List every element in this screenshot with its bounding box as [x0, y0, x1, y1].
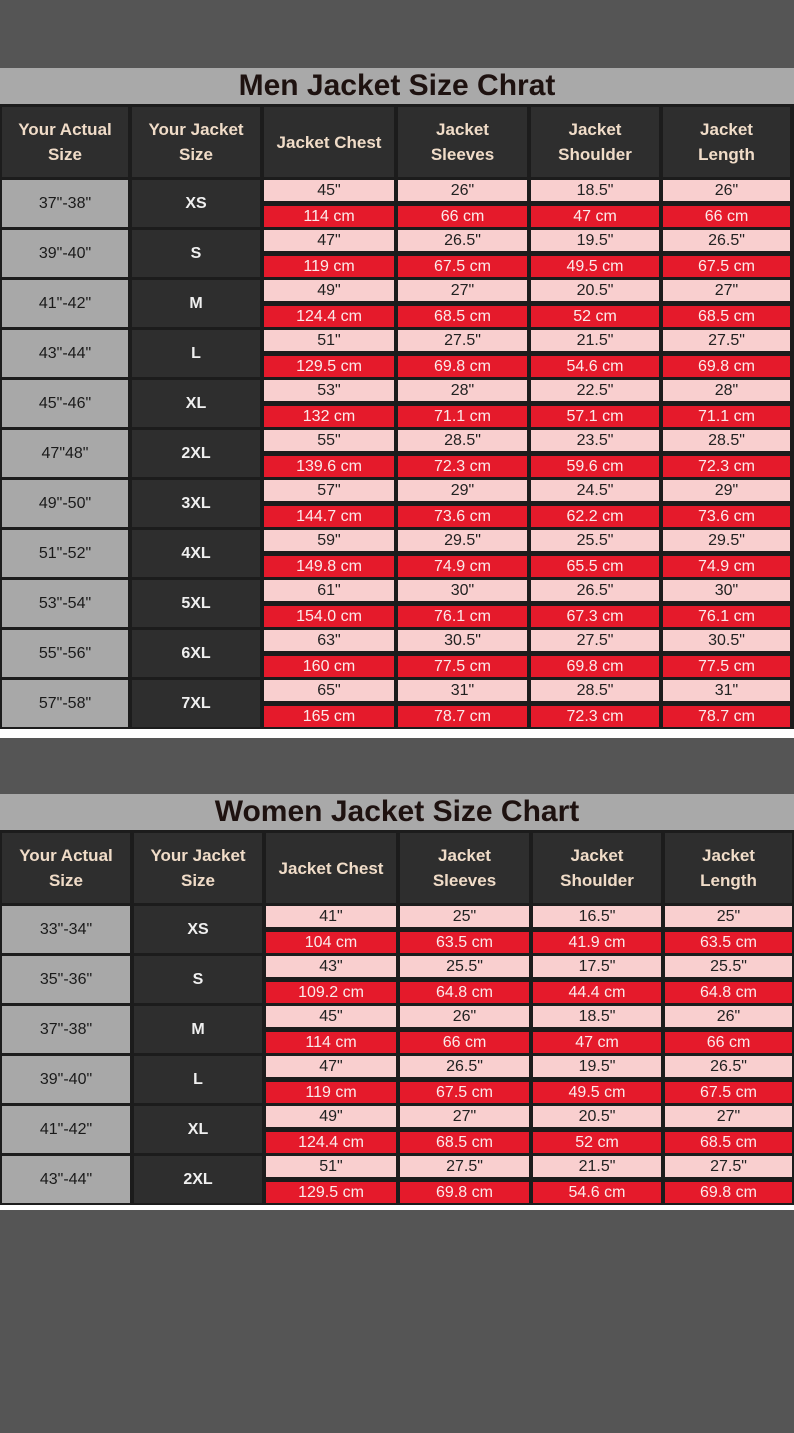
chest-inches-cell: 45" — [266, 1006, 396, 1027]
sleeves-cm-cell: 71.1 cm — [398, 406, 527, 427]
sleeves-inches-cell: 27.5" — [400, 1156, 529, 1177]
shoulder-inches-cell: 17.5" — [533, 956, 661, 977]
length-inches-cell: 27.5" — [663, 330, 790, 351]
header-jacket-sleeves: Jacket Sleeves — [398, 107, 527, 177]
length-cm-cell: 63.5 cm — [665, 932, 792, 953]
chest-measurement — [266, 1156, 396, 1203]
chest-measurement — [264, 480, 394, 527]
shoulder-inches-cell: 23.5" — [531, 430, 659, 451]
men-chart-title: Men Jacket Size Chrat — [0, 68, 794, 107]
length-inches-cell: 26" — [663, 180, 790, 201]
shoulder-cm-cell: 65.5 cm — [531, 556, 659, 577]
jacket-size-cell: S — [132, 230, 260, 277]
length-cm-cell: 77.5 cm — [663, 656, 790, 677]
length-inches-cell: 25" — [665, 906, 792, 927]
chest-cm-cell: 129.5 cm — [266, 1182, 396, 1203]
jacket-size-cell: XS — [132, 180, 260, 227]
chest-cm-cell: 119 cm — [266, 1082, 396, 1103]
shoulder-measurement — [531, 280, 659, 327]
actual-size-cell: 57"-58" — [2, 680, 128, 727]
header-jacket-size: Your Jacket Size — [134, 833, 262, 903]
sleeves-measurement — [400, 906, 529, 953]
shoulder-inches-cell: 20.5" — [533, 1106, 661, 1127]
header-actual-size: Your Actual Size — [2, 833, 130, 903]
jacket-size-cell: M — [132, 280, 260, 327]
shoulder-cm-cell: 52 cm — [533, 1132, 661, 1153]
sleeves-cm-cell: 73.6 cm — [398, 506, 527, 527]
women-size-chart — [0, 794, 794, 1210]
sleeves-measurement — [398, 680, 527, 727]
chest-cm-cell: 119 cm — [264, 256, 394, 277]
chest-inches-cell: 49" — [264, 280, 394, 301]
shoulder-inches-cell: 20.5" — [531, 280, 659, 301]
sleeves-inches-cell: 28" — [398, 380, 527, 401]
sleeves-measurement — [398, 280, 527, 327]
sleeves-measurement — [398, 230, 527, 277]
actual-size-cell: 33"-34" — [2, 906, 130, 953]
sleeves-inches-cell: 25.5" — [400, 956, 529, 977]
sleeves-inches-cell: 28.5" — [398, 430, 527, 451]
shoulder-inches-cell: 26.5" — [531, 580, 659, 601]
sleeves-measurement — [398, 330, 527, 377]
shoulder-measurement — [531, 230, 659, 277]
chest-cm-cell: 109.2 cm — [266, 982, 396, 1003]
shoulder-cm-cell: 49.5 cm — [533, 1082, 661, 1103]
sleeves-inches-cell: 25" — [400, 906, 529, 927]
shoulder-inches-cell: 21.5" — [533, 1156, 661, 1177]
chest-measurement — [264, 280, 394, 327]
shoulder-cm-cell: 47 cm — [533, 1032, 661, 1053]
length-measurement — [663, 180, 790, 227]
shoulder-cm-cell: 49.5 cm — [531, 256, 659, 277]
sleeves-measurement — [398, 180, 527, 227]
length-cm-cell: 68.5 cm — [665, 1132, 792, 1153]
shoulder-measurement — [531, 380, 659, 427]
chest-inches-cell: 47" — [266, 1056, 396, 1077]
chest-measurement — [264, 180, 394, 227]
shoulder-cm-cell: 41.9 cm — [533, 932, 661, 953]
shoulder-cm-cell: 62.2 cm — [531, 506, 659, 527]
shoulder-inches-cell: 19.5" — [531, 230, 659, 251]
chest-measurement — [264, 580, 394, 627]
sleeves-inches-cell: 30.5" — [398, 630, 527, 651]
sleeves-measurement — [398, 380, 527, 427]
shoulder-inches-cell: 25.5" — [531, 530, 659, 551]
shoulder-inches-cell: 27.5" — [531, 630, 659, 651]
shoulder-cm-cell: 72.3 cm — [531, 706, 659, 727]
shoulder-measurement — [531, 330, 659, 377]
length-cm-cell: 66 cm — [663, 206, 790, 227]
chest-cm-cell: 114 cm — [264, 206, 394, 227]
chest-measurement — [266, 1056, 396, 1103]
jacket-size-cell: 4XL — [132, 530, 260, 577]
length-inches-cell: 29.5" — [663, 530, 790, 551]
actual-size-cell: 53"-54" — [2, 580, 128, 627]
sleeves-cm-cell: 78.7 cm — [398, 706, 527, 727]
shoulder-inches-cell: 19.5" — [533, 1056, 661, 1077]
header-actual-size: Your Actual Size — [2, 107, 128, 177]
length-measurement — [663, 580, 790, 627]
sleeves-inches-cell: 27.5" — [398, 330, 527, 351]
length-cm-cell: 69.8 cm — [665, 1182, 792, 1203]
sleeves-inches-cell: 29" — [398, 480, 527, 501]
length-measurement — [665, 1056, 792, 1103]
chest-inches-cell: 45" — [264, 180, 394, 201]
sleeves-measurement — [398, 630, 527, 677]
sleeves-measurement — [400, 1156, 529, 1203]
length-cm-cell: 76.1 cm — [663, 606, 790, 627]
actual-size-cell: 39"-40" — [2, 230, 128, 277]
header-jacket-length: Jacket Length — [663, 107, 790, 177]
length-inches-cell: 27" — [665, 1106, 792, 1127]
header-jacket-sleeves: Jacket Sleeves — [400, 833, 529, 903]
jacket-size-cell: 6XL — [132, 630, 260, 677]
sleeves-measurement — [398, 580, 527, 627]
sleeves-inches-cell: 27" — [398, 280, 527, 301]
chest-measurement — [264, 530, 394, 577]
jacket-size-cell: 7XL — [132, 680, 260, 727]
length-inches-cell: 31" — [663, 680, 790, 701]
chest-cm-cell: 129.5 cm — [264, 356, 394, 377]
jacket-size-cell: 2XL — [134, 1156, 262, 1203]
sleeves-cm-cell: 68.5 cm — [400, 1132, 529, 1153]
actual-size-cell: 37"-38" — [2, 180, 128, 227]
sleeves-inches-cell: 26.5" — [398, 230, 527, 251]
length-inches-cell: 30" — [663, 580, 790, 601]
header-jacket-shoulder: Jacket Shoulder — [533, 833, 661, 903]
length-measurement — [663, 680, 790, 727]
chest-inches-cell: 65" — [264, 680, 394, 701]
sleeves-cm-cell: 67.5 cm — [400, 1082, 529, 1103]
chest-cm-cell: 114 cm — [266, 1032, 396, 1053]
shoulder-measurement — [531, 680, 659, 727]
chest-inches-cell: 43" — [266, 956, 396, 977]
actual-size-cell: 43"-44" — [2, 1156, 130, 1203]
shoulder-measurement — [531, 630, 659, 677]
header-jacket-chest: Jacket Chest — [264, 107, 394, 177]
shoulder-cm-cell: 67.3 cm — [531, 606, 659, 627]
length-inches-cell: 28.5" — [663, 430, 790, 451]
actual-size-cell: 49"-50" — [2, 480, 128, 527]
actual-size-cell: 47"48" — [2, 430, 128, 477]
chest-cm-cell: 149.8 cm — [264, 556, 394, 577]
header-jacket-size: Your Jacket Size — [132, 107, 260, 177]
chest-cm-cell: 139.6 cm — [264, 456, 394, 477]
men-size-table — [0, 107, 794, 729]
length-cm-cell: 73.6 cm — [663, 506, 790, 527]
length-measurement — [663, 280, 790, 327]
sleeves-cm-cell: 72.3 cm — [398, 456, 527, 477]
shoulder-measurement — [533, 1006, 661, 1053]
jacket-size-cell: 2XL — [132, 430, 260, 477]
shoulder-cm-cell: 44.4 cm — [533, 982, 661, 1003]
actual-size-cell: 51"-52" — [2, 530, 128, 577]
chest-cm-cell: 165 cm — [264, 706, 394, 727]
chest-measurement — [266, 906, 396, 953]
length-measurement — [665, 956, 792, 1003]
shoulder-measurement — [533, 906, 661, 953]
chest-inches-cell: 47" — [264, 230, 394, 251]
shoulder-measurement — [531, 580, 659, 627]
sleeves-measurement — [398, 430, 527, 477]
actual-size-cell: 55"-56" — [2, 630, 128, 677]
length-measurement — [663, 330, 790, 377]
sleeves-measurement — [400, 1006, 529, 1053]
chest-cm-cell: 144.7 cm — [264, 506, 394, 527]
length-inches-cell: 27" — [663, 280, 790, 301]
length-cm-cell: 66 cm — [665, 1032, 792, 1053]
shoulder-inches-cell: 18.5" — [533, 1006, 661, 1027]
chest-inches-cell: 61" — [264, 580, 394, 601]
length-cm-cell: 64.8 cm — [665, 982, 792, 1003]
shoulder-cm-cell: 54.6 cm — [531, 356, 659, 377]
jacket-size-cell: S — [134, 956, 262, 1003]
sleeves-measurement — [398, 480, 527, 527]
chest-measurement — [264, 230, 394, 277]
sleeves-inches-cell: 26" — [398, 180, 527, 201]
jacket-size-cell: L — [134, 1056, 262, 1103]
women-size-table — [0, 833, 794, 1205]
actual-size-cell: 39"-40" — [2, 1056, 130, 1103]
length-inches-cell: 26" — [665, 1006, 792, 1027]
sleeves-cm-cell: 64.8 cm — [400, 982, 529, 1003]
length-cm-cell: 71.1 cm — [663, 406, 790, 427]
chest-measurement — [266, 1006, 396, 1053]
shoulder-cm-cell: 57.1 cm — [531, 406, 659, 427]
length-measurement — [663, 230, 790, 277]
length-cm-cell: 67.5 cm — [663, 256, 790, 277]
header-jacket-length: Jacket Length — [665, 833, 792, 903]
sleeves-cm-cell: 74.9 cm — [398, 556, 527, 577]
chest-cm-cell: 160 cm — [264, 656, 394, 677]
chest-cm-cell: 132 cm — [264, 406, 394, 427]
header-jacket-chest: Jacket Chest — [266, 833, 396, 903]
shoulder-measurement — [531, 530, 659, 577]
shoulder-measurement — [531, 480, 659, 527]
actual-size-cell: 37"-38" — [2, 1006, 130, 1053]
jacket-size-cell: 3XL — [132, 480, 260, 527]
shoulder-measurement — [533, 1106, 661, 1153]
shoulder-cm-cell: 59.6 cm — [531, 456, 659, 477]
chest-inches-cell: 51" — [264, 330, 394, 351]
sleeves-cm-cell: 69.8 cm — [398, 356, 527, 377]
chest-inches-cell: 49" — [266, 1106, 396, 1127]
chest-cm-cell: 124.4 cm — [264, 306, 394, 327]
shoulder-cm-cell: 69.8 cm — [531, 656, 659, 677]
length-inches-cell: 26.5" — [663, 230, 790, 251]
chest-measurement — [264, 330, 394, 377]
length-cm-cell: 67.5 cm — [665, 1082, 792, 1103]
shoulder-measurement — [533, 1056, 661, 1103]
sleeves-measurement — [400, 956, 529, 1003]
length-cm-cell: 68.5 cm — [663, 306, 790, 327]
chest-inches-cell: 63" — [264, 630, 394, 651]
chest-inches-cell: 53" — [264, 380, 394, 401]
sleeves-cm-cell: 68.5 cm — [398, 306, 527, 327]
chest-measurement — [266, 956, 396, 1003]
sleeves-cm-cell: 66 cm — [398, 206, 527, 227]
shoulder-inches-cell: 16.5" — [533, 906, 661, 927]
chest-measurement — [264, 430, 394, 477]
sleeves-inches-cell: 31" — [398, 680, 527, 701]
jacket-size-cell: XL — [132, 380, 260, 427]
actual-size-cell: 35"-36" — [2, 956, 130, 1003]
sleeves-inches-cell: 30" — [398, 580, 527, 601]
sleeves-inches-cell: 27" — [400, 1106, 529, 1127]
shoulder-measurement — [531, 430, 659, 477]
length-measurement — [665, 906, 792, 953]
men-size-chart — [0, 68, 794, 738]
sleeves-cm-cell: 67.5 cm — [398, 256, 527, 277]
chest-inches-cell: 55" — [264, 430, 394, 451]
chest-inches-cell: 59" — [264, 530, 394, 551]
length-inches-cell: 26.5" — [665, 1056, 792, 1077]
chest-inches-cell: 41" — [266, 906, 396, 927]
length-measurement — [665, 1106, 792, 1153]
length-inches-cell: 29" — [663, 480, 790, 501]
chest-inches-cell: 51" — [266, 1156, 396, 1177]
shoulder-inches-cell: 28.5" — [531, 680, 659, 701]
shoulder-measurement — [533, 1156, 661, 1203]
sleeves-measurement — [398, 530, 527, 577]
length-inches-cell: 25.5" — [665, 956, 792, 977]
shoulder-cm-cell: 52 cm — [531, 306, 659, 327]
sleeves-measurement — [400, 1106, 529, 1153]
sleeves-cm-cell: 66 cm — [400, 1032, 529, 1053]
length-measurement — [663, 530, 790, 577]
actual-size-cell: 45"-46" — [2, 380, 128, 427]
shoulder-measurement — [531, 180, 659, 227]
length-inches-cell: 27.5" — [665, 1156, 792, 1177]
length-measurement — [665, 1006, 792, 1053]
actual-size-cell: 43"-44" — [2, 330, 128, 377]
shoulder-inches-cell: 22.5" — [531, 380, 659, 401]
header-jacket-shoulder: Jacket Shoulder — [531, 107, 659, 177]
jacket-size-cell: M — [134, 1006, 262, 1053]
length-measurement — [663, 430, 790, 477]
chest-cm-cell: 154.0 cm — [264, 606, 394, 627]
shoulder-cm-cell: 54.6 cm — [533, 1182, 661, 1203]
shoulder-cm-cell: 47 cm — [531, 206, 659, 227]
sleeves-inches-cell: 26" — [400, 1006, 529, 1027]
sleeves-cm-cell: 69.8 cm — [400, 1182, 529, 1203]
chest-measurement — [264, 380, 394, 427]
chest-inches-cell: 57" — [264, 480, 394, 501]
length-cm-cell: 69.8 cm — [663, 356, 790, 377]
sleeves-measurement — [400, 1056, 529, 1103]
actual-size-cell: 41"-42" — [2, 280, 128, 327]
length-inches-cell: 30.5" — [663, 630, 790, 651]
length-measurement — [663, 480, 790, 527]
jacket-size-cell: XL — [134, 1106, 262, 1153]
shoulder-inches-cell: 21.5" — [531, 330, 659, 351]
sleeves-inches-cell: 26.5" — [400, 1056, 529, 1077]
sleeves-inches-cell: 29.5" — [398, 530, 527, 551]
chest-measurement — [266, 1106, 396, 1153]
actual-size-cell: 41"-42" — [2, 1106, 130, 1153]
jacket-size-cell: XS — [134, 906, 262, 953]
women-chart-title: Women Jacket Size Chart — [0, 794, 794, 833]
length-cm-cell: 74.9 cm — [663, 556, 790, 577]
length-measurement — [663, 630, 790, 677]
shoulder-inches-cell: 18.5" — [531, 180, 659, 201]
chest-measurement — [264, 680, 394, 727]
jacket-size-cell: 5XL — [132, 580, 260, 627]
sleeves-cm-cell: 76.1 cm — [398, 606, 527, 627]
sleeves-cm-cell: 77.5 cm — [398, 656, 527, 677]
sleeves-cm-cell: 63.5 cm — [400, 932, 529, 953]
length-cm-cell: 78.7 cm — [663, 706, 790, 727]
length-measurement — [665, 1156, 792, 1203]
chest-cm-cell: 104 cm — [266, 932, 396, 953]
chest-measurement — [264, 630, 394, 677]
shoulder-inches-cell: 24.5" — [531, 480, 659, 501]
length-measurement — [663, 380, 790, 427]
length-cm-cell: 72.3 cm — [663, 456, 790, 477]
length-inches-cell: 28" — [663, 380, 790, 401]
shoulder-measurement — [533, 956, 661, 1003]
jacket-size-cell: L — [132, 330, 260, 377]
chest-cm-cell: 124.4 cm — [266, 1132, 396, 1153]
